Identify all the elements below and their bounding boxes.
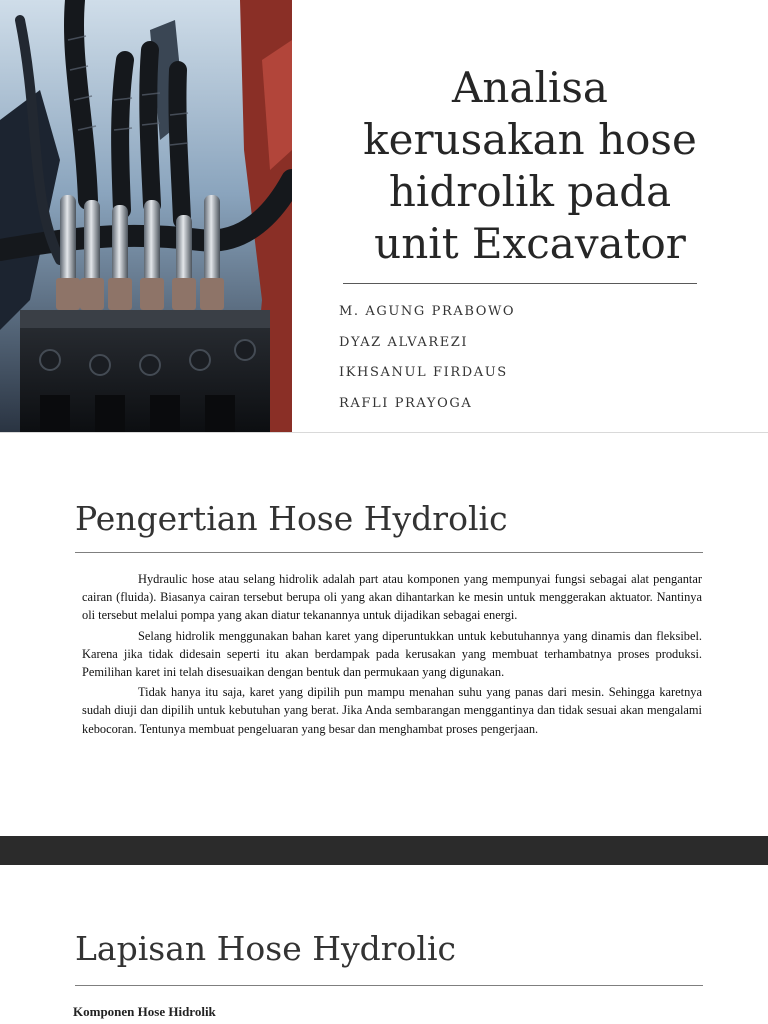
author-list: [339, 301, 515, 423]
definition-slide: [0, 433, 768, 836]
title-line: unit Excavator: [374, 219, 686, 268]
title-line: Analisa: [452, 63, 608, 112]
heading-divider: [75, 552, 703, 553]
author-name: M. AGUNG PRABOWO: [339, 304, 516, 319]
title-line: kerusakan hose: [363, 115, 697, 164]
title-divider: [343, 283, 697, 284]
slide-heading: Lapisan Hose Hydrolic: [75, 929, 456, 968]
heading-divider: [75, 985, 703, 986]
presentation-title: [300, 62, 760, 270]
title-slide: [0, 0, 768, 432]
author-name: DYAZ ALVAREZI: [339, 334, 469, 350]
slide-heading: Pengertian Hose Hydrolic: [75, 499, 508, 538]
slide-body: [82, 570, 702, 740]
author-name: RAFLI PRAYOGA: [339, 395, 473, 411]
layers-slide: [0, 865, 768, 1024]
title-line: hidrolik pada: [388, 167, 672, 216]
author-name: IKHSANUL FIRDAUS: [339, 365, 508, 380]
slide-subheading: Komponen Hose Hidrolik: [73, 1004, 216, 1019]
slide-separator-band: [0, 836, 768, 865]
paragraph: Tidak hanya itu saja, karet yang dipilih pun mampu menahan suhu yang panas dari mesin. Sehingga karetnya sudah diuji dan dipilih untuk kebutuhan yang berat. Jika Anda sembarangan menggantinya dan tidak sesuai akan mengalami kebocoran. Tentunya membuat pengeluaran yang besar dan menghambat proses pengerjaan.: [82, 685, 702, 736]
paragraph: Selang hidrolik menggunakan bahan karet yang diperuntukkan untuk kebutuhannya yang dinamis dan fleksibel. Karena jika tidak didesain seperti itu akan berdampak pada kerusakan yang membuat terhambatnya proses produksi. Pemilihan karet ini telah disesuaikan dengan bentuk dan permukaan yang digunakan.: [82, 628, 702, 680]
paragraph: Hydraulic hose atau selang hidrolik adalah part atau komponen yang mempunyai fungsi sebagai alat pengantar cairan (fluida). Biasanya cairan tersebut berupa oli yang akan dihantarkan ke mesin untuk menggerakan aktuator. Nantinya oli tersebut melalui pompa yang akan diatur tekanannya untuk dijadikan sebagai energi.: [82, 572, 702, 623]
hydraulic-hoses-photo: [0, 0, 292, 432]
